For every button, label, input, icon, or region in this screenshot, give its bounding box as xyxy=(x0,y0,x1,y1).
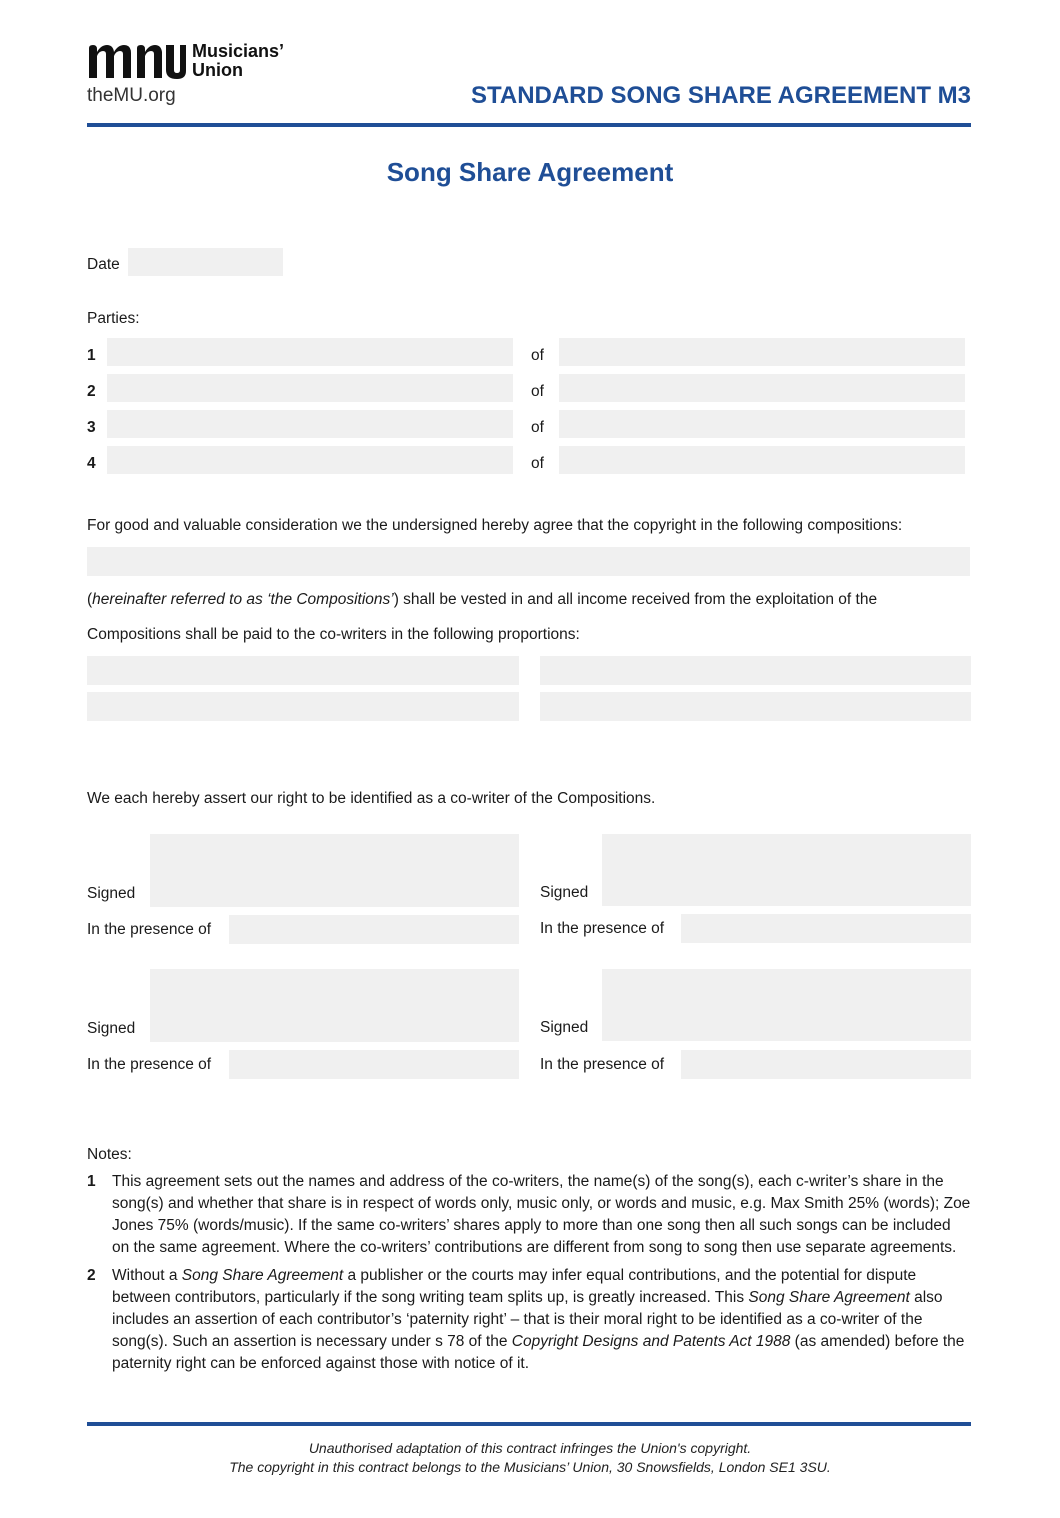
presence-label: In the presence of xyxy=(540,920,665,937)
note-text-italic: Song Share Agreement xyxy=(181,1267,344,1284)
vesting-italic: hereinafter referred to as ‘the Compositions’ xyxy=(92,591,394,608)
notes-list xyxy=(87,1171,971,1381)
party-name-field[interactable] xyxy=(107,410,513,438)
signature-field[interactable] xyxy=(602,834,971,906)
proportion-field[interactable] xyxy=(540,656,971,685)
party-of-label: of xyxy=(531,455,544,472)
note-text-part: Without a xyxy=(112,1267,182,1284)
note-item xyxy=(87,1171,971,1259)
signed-label: Signed xyxy=(540,1019,589,1036)
witness-field[interactable] xyxy=(681,914,971,943)
witness-field[interactable] xyxy=(229,1050,519,1079)
parties-label: Parties: xyxy=(87,310,140,327)
signed-label: Signed xyxy=(87,1020,136,1037)
logo-url: theMU.org xyxy=(87,85,176,106)
footer-line-2: The copyright in this contract belongs to the Musicians’ Union, 30 Snowsfields, London SE1 3SU. xyxy=(229,1459,831,1475)
party-name-field[interactable] xyxy=(107,374,513,402)
proportion-field[interactable] xyxy=(87,656,519,685)
signed-label: Signed xyxy=(87,885,136,902)
date-field[interactable] xyxy=(128,248,283,276)
note-text-part: a publisher or the courts may infer equal contributions, and the potential for dispute between contributors, particularly if the song writing team splits up, is greatly increased. This xyxy=(112,1267,917,1306)
party-of-label: of xyxy=(531,383,544,400)
presence-label: In the presence of xyxy=(540,1056,665,1073)
party-address-field[interactable] xyxy=(559,410,965,438)
note-item xyxy=(87,1265,971,1375)
footer xyxy=(0,1439,1060,1477)
date-label: Date xyxy=(87,256,120,273)
party-number: 3 xyxy=(87,419,96,436)
note-text xyxy=(112,1265,971,1375)
note-text-italic: Song Share Agreement xyxy=(748,1289,910,1306)
presence-label: In the presence of xyxy=(87,921,212,938)
assert-text: We each hereby assert our right to be identified as a co-writer of the Compositions. xyxy=(87,790,656,807)
party-of-label: of xyxy=(531,419,544,436)
page-title: Song Share Agreement xyxy=(386,157,674,187)
party-address-field[interactable] xyxy=(559,338,965,366)
signed-label: Signed xyxy=(540,884,589,901)
note-text: This agreement sets out the names and address of the co-writers, the name(s) of the song(s), each c-writer’s share in the song(s) and whether that share is in respect of words only, music only, or words and music, e.g. Max Smith 25% (words); Zoe Jones 75% (words/music). If the same co-writers’ shares apply to more than one song then all such songs can be included on the same agreement. Where the co-writers’ contributions are different from song to song then use separate agreements. xyxy=(112,1173,971,1256)
logo-wordmark xyxy=(192,42,284,80)
party-name-field[interactable] xyxy=(107,338,513,366)
logo-text-line-2: Union xyxy=(192,60,243,80)
proportion-field[interactable] xyxy=(540,692,971,721)
consideration-text: For good and valuable consideration we the undersigned hereby agree that the copyright in the following compositions: xyxy=(87,517,903,534)
party-number: 2 xyxy=(87,383,96,400)
witness-field[interactable] xyxy=(681,1050,971,1079)
vesting-rest: ) shall be vested in and all income received from the exploitation of the xyxy=(393,591,878,608)
witness-field[interactable] xyxy=(229,915,519,944)
header-rule xyxy=(87,123,971,127)
presence-label: In the presence of xyxy=(87,1056,212,1073)
party-of-label: of xyxy=(531,347,544,364)
footer-line-1: Unauthorised adaptation of this contract infringes the Union's copyright. xyxy=(308,1440,752,1456)
party-number: 4 xyxy=(87,455,96,472)
party-address-field[interactable] xyxy=(559,374,965,402)
party-number: 1 xyxy=(87,347,96,364)
mu-logo-icon xyxy=(87,44,187,80)
note-text-part: (as amended) before the paternity right can be enforced against those with notice of it. xyxy=(112,1333,965,1372)
footer-rule xyxy=(87,1422,971,1426)
logo-text-line-1: Musicians’ xyxy=(192,41,285,61)
signature-field[interactable] xyxy=(602,969,971,1041)
note-text-part: also includes an assertion of each contributor’s ‘paternity right’ – that is their moral right to be identified as a co-writer of the song(s). Such an assertion is necessary under s 78 of the xyxy=(112,1289,943,1350)
notes-label: Notes: xyxy=(87,1146,132,1163)
party-address-field[interactable] xyxy=(559,446,965,474)
document-code: STANDARD SONG SHARE AGREEMENT M3 xyxy=(470,82,971,109)
note-text-italic: Copyright Designs and Patents Act 1988 xyxy=(511,1333,791,1350)
vesting-text-line-1 xyxy=(87,590,877,610)
signature-field[interactable] xyxy=(150,969,519,1042)
compositions-field[interactable] xyxy=(87,547,970,576)
party-name-field[interactable] xyxy=(107,446,513,474)
proportion-field[interactable] xyxy=(87,692,519,721)
vesting-text-line-2: Compositions shall be paid to the co-writers in the following proportions: xyxy=(87,626,580,643)
vesting-open-paren: ( xyxy=(87,591,93,608)
signature-field[interactable] xyxy=(150,834,519,907)
note-number: 1 xyxy=(87,1173,96,1190)
note-number: 2 xyxy=(87,1267,96,1284)
